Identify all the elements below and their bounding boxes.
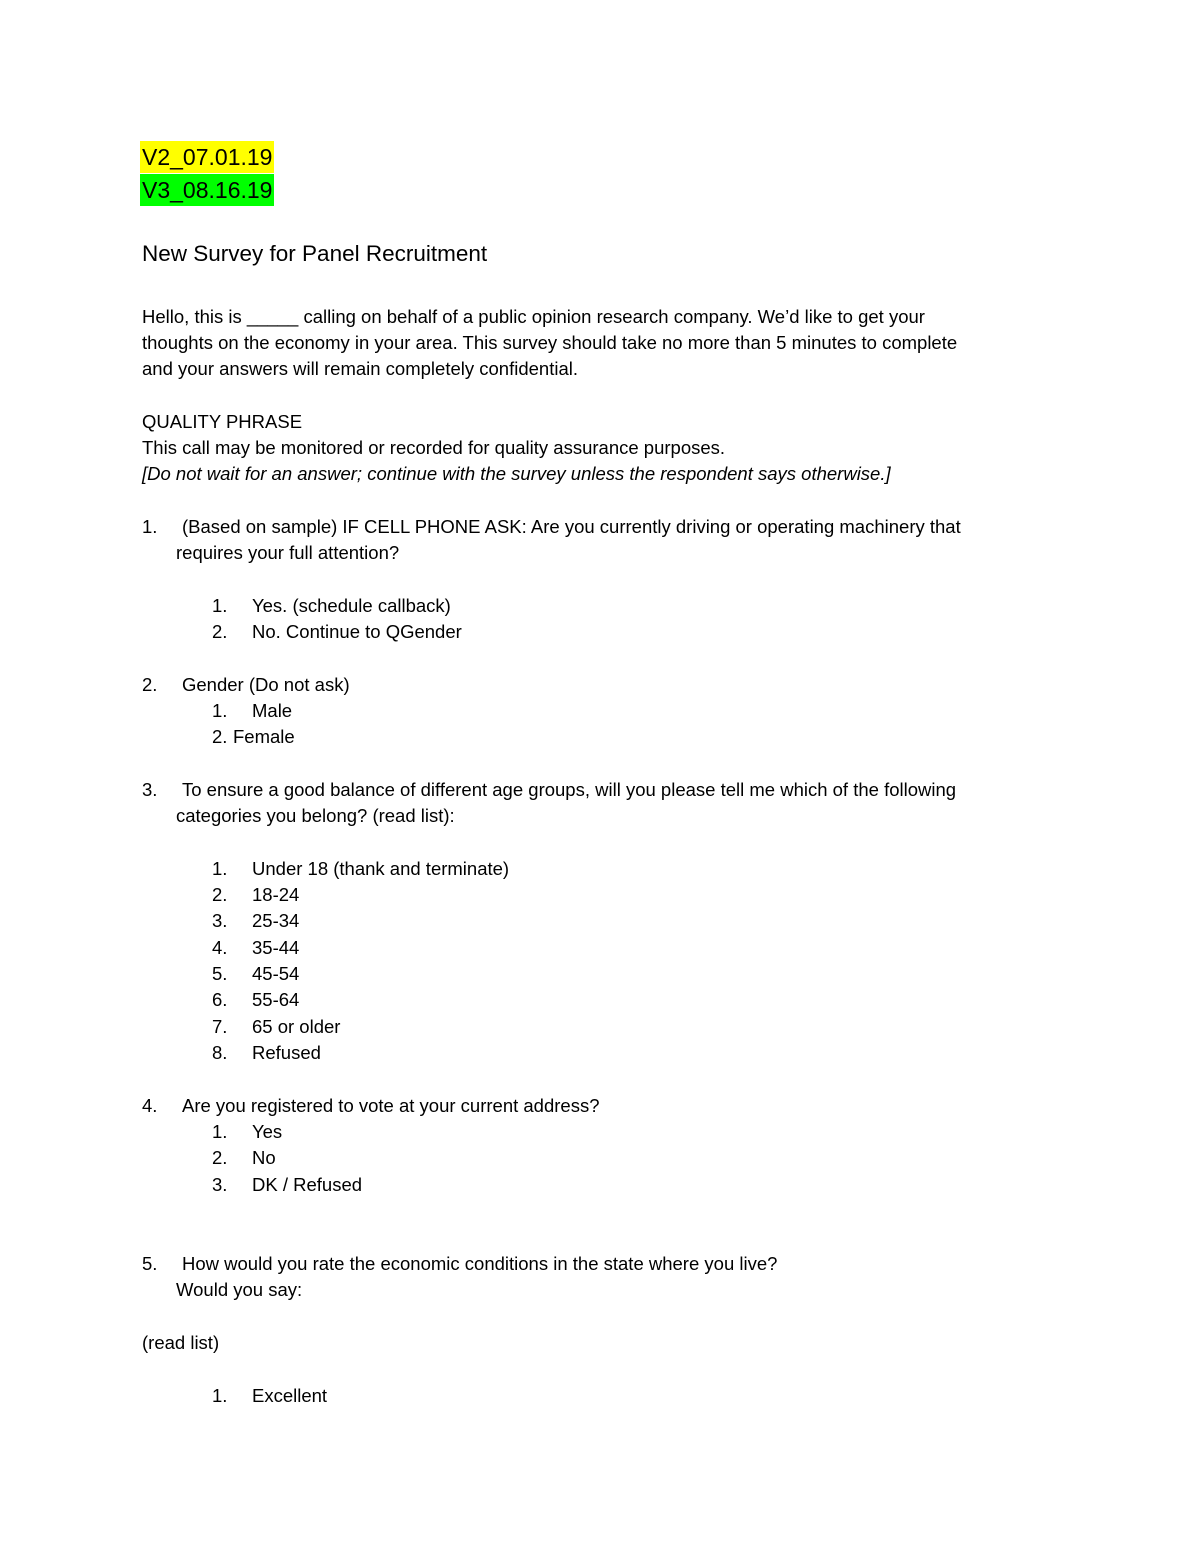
intro-line: and your answers will remain completely confidential. <box>142 358 578 379</box>
option-text: Excellent <box>252 1385 328 1406</box>
question-text: Would you say: <box>176 1279 303 1300</box>
quality-line: This call may be monitored or recorded for quality assurance purposes. <box>142 437 726 458</box>
option-text: Under 18 (thank and terminate) <box>252 858 510 879</box>
option-number: 3. <box>212 910 228 931</box>
question-text: Are you registered to vote at your current address? <box>182 1095 600 1116</box>
question-number: 1. <box>142 516 158 537</box>
option-text: Refused <box>252 1042 321 1063</box>
option-text: Female <box>233 726 295 747</box>
option-number: 2. <box>212 1147 228 1168</box>
option-number: 2. <box>212 726 228 747</box>
intro-line: Hello, this is _____ calling on behalf of a public opinion research company. We’d like to get your <box>142 306 925 327</box>
question-text: To ensure a good balance of different age groups, will you please tell me which of the following <box>182 779 957 800</box>
option-text: 55-64 <box>252 989 300 1010</box>
option-text: DK / Refused <box>252 1174 363 1195</box>
option-text: No <box>252 1147 276 1168</box>
option-number: 1. <box>212 595 228 616</box>
option-text: Male <box>252 700 293 721</box>
question-number: 2. <box>142 674 158 695</box>
option-text: No. Continue to QGender <box>252 621 462 642</box>
option-number: 2. <box>212 621 228 642</box>
question-text: Gender (Do not ask) <box>182 674 350 695</box>
question-text: requires your full attention? <box>176 542 400 563</box>
option-number: 1. <box>212 1385 228 1406</box>
option-text: 45-54 <box>252 963 300 984</box>
quality-instruction: [Do not wait for an answer; continue with the survey unless the respondent says otherwise.] <box>142 463 891 484</box>
option-number: 2. <box>212 884 228 905</box>
question-number: 3. <box>142 779 158 800</box>
version-label: V3_08.16.19 <box>140 174 274 206</box>
question-text: How would you rate the economic conditions in the state where you live? <box>182 1253 778 1274</box>
option-text: 18-24 <box>252 884 300 905</box>
version-stamp-v2 <box>140 141 274 173</box>
option-text: Yes. (schedule callback) <box>252 595 451 616</box>
option-number: 1. <box>212 858 228 879</box>
version-stamp-v3 <box>140 174 274 206</box>
option-text: Yes <box>252 1121 283 1142</box>
option-number: 1. <box>212 700 228 721</box>
intro-line: thoughts on the economy in your area. This survey should take no more than 5 minutes to complete <box>142 332 958 353</box>
option-number: 3. <box>212 1174 228 1195</box>
document-title: New Survey for Panel Recruitment <box>142 241 488 266</box>
question-text: categories you belong? (read list): <box>176 805 455 826</box>
option-text: 25-34 <box>252 910 300 931</box>
option-number: 4. <box>212 937 228 958</box>
option-number: 1. <box>212 1121 228 1142</box>
option-number: 5. <box>212 963 228 984</box>
question-text: (Based on sample) IF CELL PHONE ASK: Are you currently driving or operating machinery that <box>182 516 961 537</box>
question-number: 4. <box>142 1095 158 1116</box>
question-number: 5. <box>142 1253 158 1274</box>
version-label: V2_07.01.19 <box>140 141 274 173</box>
read-list-note: (read list) <box>142 1332 220 1353</box>
option-text: 35-44 <box>252 937 300 958</box>
option-number: 6. <box>212 989 228 1010</box>
quality-heading: QUALITY PHRASE <box>142 411 303 432</box>
option-number: 7. <box>212 1016 228 1037</box>
option-number: 8. <box>212 1042 228 1063</box>
option-text: 65 or older <box>252 1016 341 1037</box>
